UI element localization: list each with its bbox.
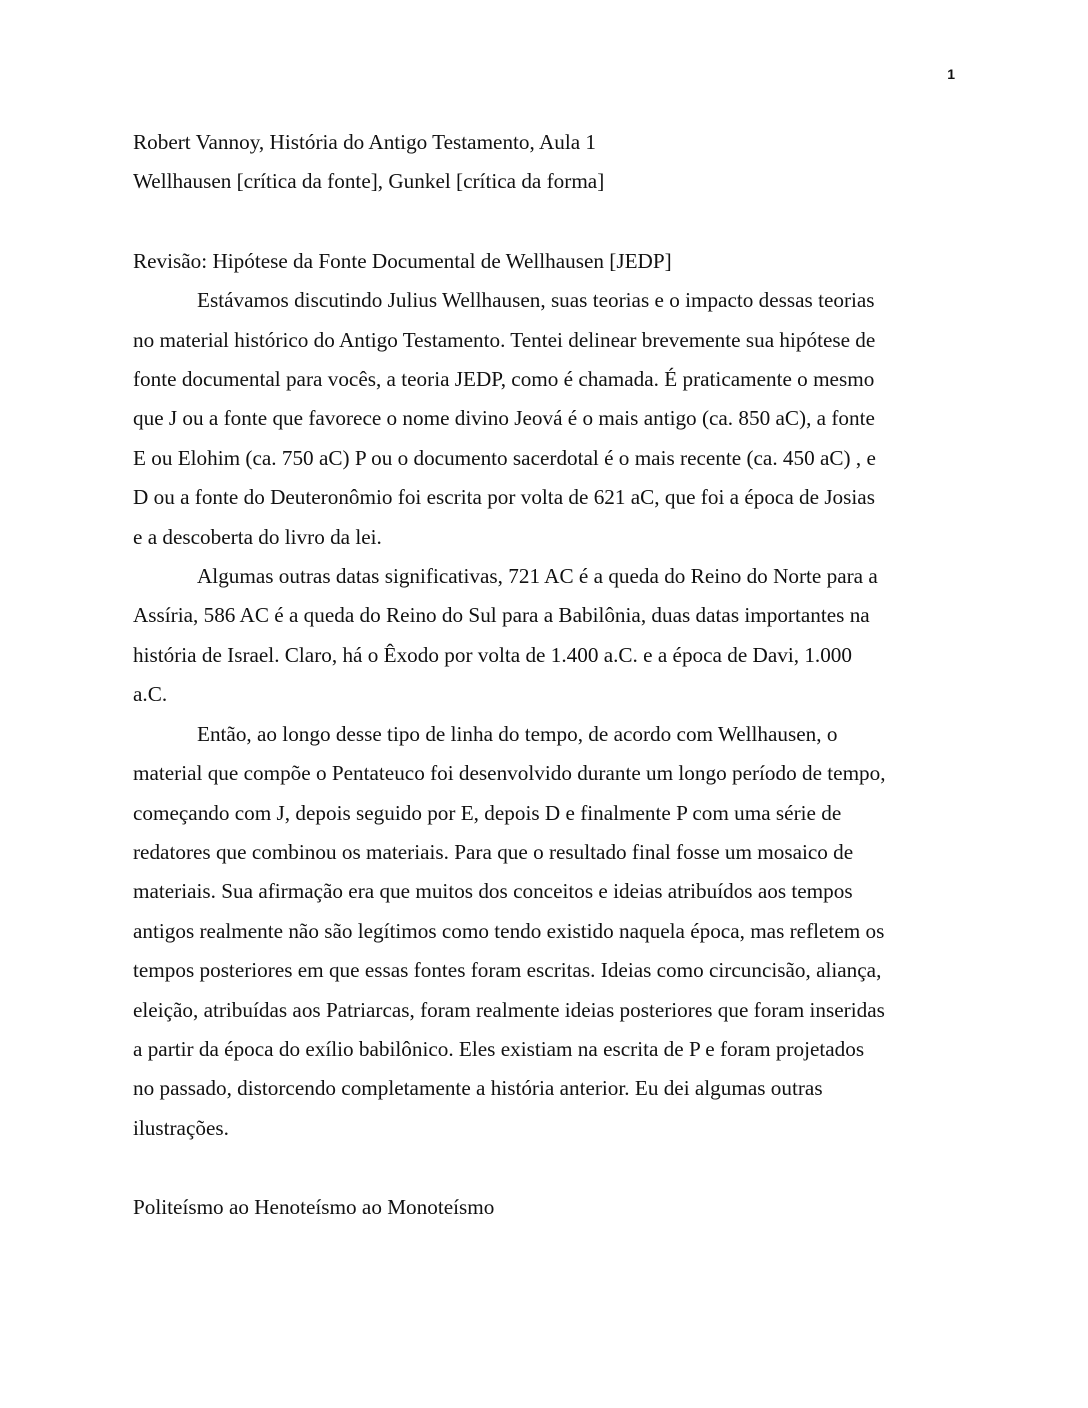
paragraph-line: material que compõe o Pentateuco foi desenvolvido durante um longo período de tempo, (133, 761, 886, 786)
paragraph-line: ilustrações. (133, 1115, 229, 1140)
paragraph-line: antigos realmente não são legítimos como tendo existido naquela época, mas refletem os (133, 918, 885, 943)
paragraph-line: começando com J, depois seguido por E, depois D e finalmente P com uma série de (133, 800, 842, 825)
paragraph-line: eleição, atribuídas aos Patriarcas, foram realmente ideias posteriores que foram inseridas (133, 997, 885, 1022)
document-body (133, 123, 951, 1228)
paragraph-line: que J ou a fonte que favorece o nome divino Jeová é o mais antigo (ca. 850 aC), a fonte (133, 406, 875, 431)
paragraph-line: Assíria, 586 AC é a queda do Reino do Sul para a Babilônia, duas datas importantes na (133, 603, 870, 628)
paragraph-line: Então, ao longo desse tipo de linha do tempo, de acordo com Wellhausen, o (197, 721, 838, 746)
paragraph-line: redatores que combinou os materiais. Para que o resultado final fosse um mosaico de (133, 839, 854, 864)
paragraph-line: a.C. (133, 682, 168, 707)
section-heading-review: Revisão: Hipótese da Fonte Documental de Wellhausen [JEDP] (133, 248, 672, 273)
spacer (133, 1148, 951, 1188)
paragraph-line: D ou a fonte do Deuteronômio foi escrita por volta de 621 aC, que foi a época de Josias (133, 485, 875, 510)
paragraph-line: a partir da época do exílio babilônico. Eles existiam na escrita de P e foram projetados (133, 1036, 865, 1061)
section-heading-polytheism: Politeísmo ao Henoteísmo ao Monoteísmo (133, 1195, 495, 1220)
paragraph-line: E ou Elohim (ca. 750 aC) P ou o documento sacerdotal é o mais recente (ca. 450 aC) , e (133, 445, 876, 470)
page-number: 1 (947, 66, 955, 82)
paragraph-line: tempos posteriores em que essas fontes foram escritas. Ideias como circuncisão, aliança, (133, 958, 882, 983)
paragraph-line: no passado, distorcendo completamente a história anterior. Eu dei algumas outras (133, 1076, 823, 1101)
paragraph (133, 715, 951, 1148)
paragraph-line: fonte documental para vocês, a teoria JEDP, como é chamada. É praticamente o mesmo (133, 367, 875, 392)
header-line-2: Wellhausen [crítica da fonte], Gunkel [crítica da forma] (133, 169, 605, 194)
paragraph-line: Algumas outras datas significativas, 721 AC é a queda do Reino do Norte para a (197, 564, 878, 589)
paragraph-line: no material histórico do Antigo Testamento. Tentei delinear brevemente sua hipótese de (133, 327, 876, 352)
header-line-1: Robert Vannoy, História do Antigo Testamento, Aula 1 (133, 130, 597, 154)
paragraph-line: Estávamos discutindo Julius Wellhausen, suas teorias e o impacto dessas teorias (197, 288, 875, 313)
paragraph (133, 557, 951, 715)
paragraph (133, 281, 951, 557)
paragraph-line: história de Israel. Claro, há o Êxodo por volta de 1.400 a.C. e a época de Davi, 1.000 (133, 642, 852, 667)
paragraph-line: e a descoberta do livro da lei. (133, 524, 382, 549)
paragraph-line: materiais. Sua afirmação era que muitos dos conceitos e ideias atribuídos aos tempos (133, 879, 853, 904)
spacer (133, 202, 951, 242)
